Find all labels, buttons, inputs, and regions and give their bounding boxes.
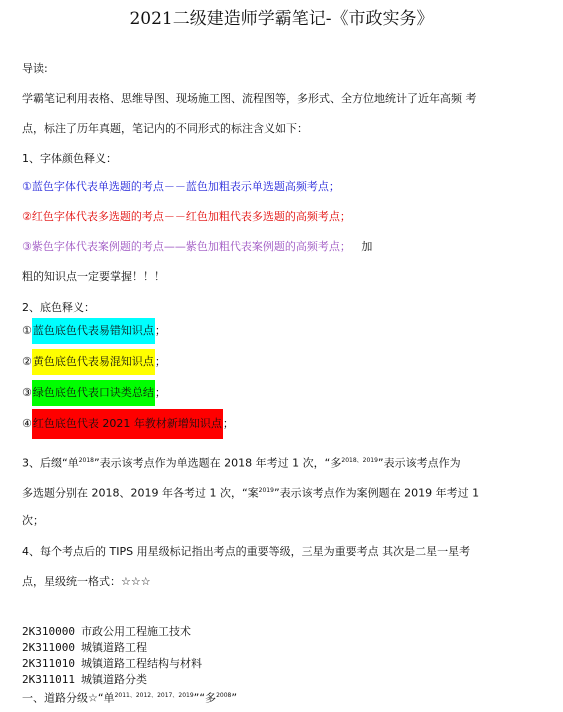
bg-item-suffix: ；: [154, 355, 166, 368]
bg-item-marker: ①: [22, 324, 32, 337]
heading-text: ”: [231, 691, 238, 705]
bg-item-suffix: ；: [154, 386, 166, 399]
bg-item-marker: ④: [22, 417, 32, 430]
year-superscript: 2018: [78, 457, 94, 464]
bg-item-marker: ③: [22, 386, 32, 399]
code-row: [22, 624, 191, 640]
section-name: 城镇道路工程结构与材料: [80, 657, 202, 670]
section-name: 城镇道路分类: [80, 673, 147, 686]
section-code: 2K310000: [22, 625, 75, 638]
section-name: 市政公用工程施工技术: [80, 625, 191, 638]
bg-item-red: [22, 409, 234, 439]
tips-line-2: 点，星级统一格式：☆☆☆: [22, 575, 151, 588]
bg-item-suffix: ；: [222, 417, 234, 430]
intro-line-1: 学霸笔记利用表格、思维导图、现场施工图、流程图等，多形式、全方位地统计了近年高频 考: [22, 92, 477, 105]
purple-font-text: ③紫色字体代表案例题的考点——紫色加粗代表案例题的高频考点；: [22, 240, 351, 253]
suffix-explanation-line-3: 次；: [22, 514, 44, 527]
section-code: 2K311010: [22, 657, 75, 670]
suffix-text: 3、后缀“单: [22, 456, 79, 470]
section-name: 城镇道路工程: [80, 641, 147, 654]
blue-font-explanation: ①蓝色字体代表单选题的考点－－蓝色加粗表示单选题高频考点；: [22, 180, 340, 193]
page-title: 2021二级建造师学霸笔记-《市政实务》: [129, 9, 434, 29]
year-superscript: 2011、2012、2017、2019: [114, 692, 194, 699]
suffix-text: ”表示该考点作为案例题在 2019 年考过 1: [273, 486, 480, 500]
purple-font-explanation: [22, 238, 372, 256]
red-highlight-text: 红色底色代表 2021 年教材新增知识点: [32, 409, 223, 439]
purple-font-tail: 加: [361, 240, 373, 253]
suffix-text: ”表示该考点作为单选题在 2018 年考过 1 次，“多: [93, 456, 342, 470]
green-highlight-text: 绿色底色代表口诀类总结: [32, 380, 155, 406]
bg-item-yellow: [22, 349, 166, 375]
road-classification-line: [22, 688, 237, 707]
bold-note: 粗的知识点一定要掌握！！！: [22, 270, 165, 283]
tips-line-1: 4、每个考点后的 TIPS 用星级标记指出考点的重要等级，三星为重要考点 其次是二星一星考: [22, 545, 471, 558]
suffix-text: 多选题分别在 2018、2019 年各考过 1 次，“案: [22, 486, 259, 500]
heading-text: ”“多: [193, 691, 217, 705]
bg-item-marker: ②: [22, 355, 32, 368]
year-superscript: 2008: [216, 692, 232, 699]
year-superscript: 2019: [258, 487, 274, 494]
heading-text: 一、道路分级☆“单: [22, 691, 115, 705]
suffix-explanation-line-1: [22, 452, 461, 473]
section-code: 2K311000: [22, 641, 75, 654]
code-row: [22, 656, 202, 672]
yellow-highlight-text: 黄色底色代表易混知识点: [32, 349, 155, 375]
code-row: [22, 672, 147, 688]
code-row: [22, 640, 147, 656]
suffix-text: ”表示该考点作为: [377, 456, 461, 470]
bg-item-green: [22, 380, 166, 406]
suffix-explanation-line-2: [22, 482, 479, 503]
intro-label: 导读:: [22, 62, 48, 75]
cyan-highlight-text: 蓝色底色代表易错知识点: [32, 318, 155, 344]
intro-line-2: 点，标注了历年真题，笔记内的不同形式的标注含义如下：: [22, 122, 308, 135]
background-color-heading: 2、底色释义：: [22, 301, 95, 314]
bg-item-cyan: [22, 318, 166, 344]
red-font-explanation: ②红色字体代表多选题的考点－－红色加粗代表多选题的高频考点；: [22, 210, 351, 223]
year-superscript: 2018、2019: [341, 457, 378, 464]
section-code: 2K311011: [22, 673, 75, 686]
font-color-heading: 1、字体颜色释义：: [22, 152, 117, 165]
bg-item-suffix: ；: [154, 324, 166, 337]
